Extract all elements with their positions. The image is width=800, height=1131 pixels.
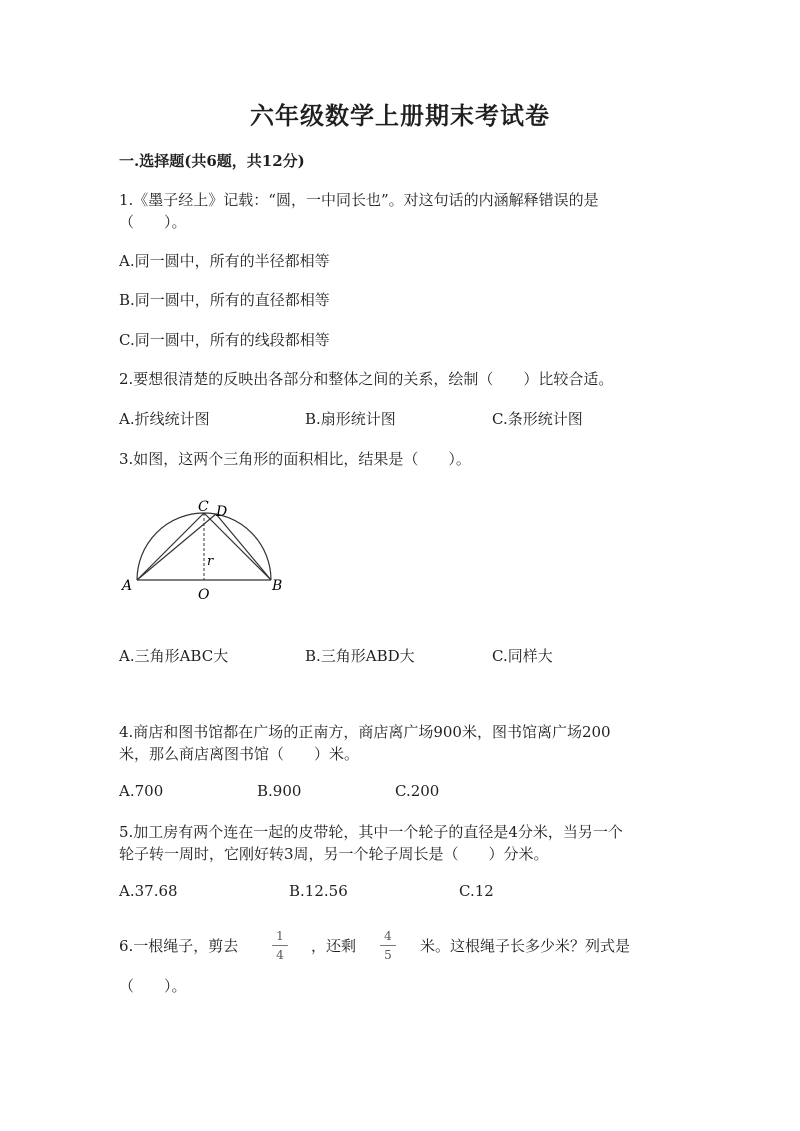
q4-option-b: B.900 [257, 782, 302, 800]
q2-text: 2.要想很清楚的反映出各部分和整体之间的关系，绘制（ ）比较合适。 [119, 370, 614, 388]
label-d: D [216, 504, 228, 520]
q4-text-line1: 4.商店和图书馆都在广场的正南方，商店离广场900米，图书馆离广场200 [119, 723, 611, 741]
q6-fraction-1-bar [272, 945, 288, 946]
q4-option-a: A.700 [119, 782, 164, 800]
label-a: A [122, 578, 133, 594]
q6-fraction-2-denominator: 5 [384, 948, 392, 962]
q3-text: 3.如图，这两个三角形的面积相比，结果是（ ）。 [119, 450, 471, 468]
q4-text-line2: 米，那么商店离图书馆（ ）米。 [119, 745, 360, 763]
q6-fraction-1 [270, 929, 290, 962]
q6-text-part1: 6.一根绳子，剪去 [119, 937, 239, 955]
q5-option-c: C.12 [459, 882, 494, 900]
q1-text-line2: （ ）。 [119, 213, 187, 231]
semicircle-figure [118, 495, 290, 605]
q1-option-c: C.同一圆中，所有的线段都相等 [119, 331, 330, 349]
q5-text-line2: 轮子转一周时，它刚好转3周，另一个轮子周长是（ ）分米。 [119, 845, 549, 863]
q3-option-a: A.三角形ABC大 [119, 647, 229, 665]
q3-option-c: C.同样大 [492, 647, 553, 665]
q1-text-line1: 1.《墨子经上》记载：“圆，一中同长也”。对这句话的内涵解释错误的是 [119, 191, 599, 209]
label-o: O [198, 587, 210, 603]
segment-cb [204, 513, 271, 580]
q6-fraction-2-bar [380, 945, 396, 946]
q5-text-line1: 5.加工房有两个连在一起的皮带轮，其中一个轮子的直径是4分米，当另一个 [119, 823, 623, 841]
q2-option-b: B.扇形统计图 [305, 410, 396, 428]
q1-option-a: A.同一圆中，所有的半径都相等 [119, 252, 330, 270]
section-heading: 一.选择题(共6题，共12分) [119, 152, 305, 170]
label-c: C [198, 499, 209, 515]
q3-option-b: B.三角形ABD大 [305, 647, 415, 665]
q5-option-b: B.12.56 [289, 882, 348, 900]
q6-fraction-2-numerator: 4 [384, 929, 392, 943]
page-title: 六年级数学上册期末考试卷 [250, 101, 550, 130]
label-b: B [272, 578, 283, 594]
q6-text-part3: 米。这根绳子长多少米？列式是 [420, 937, 631, 955]
q4-option-c: C.200 [395, 782, 440, 800]
q2-option-a: A.折线统计图 [119, 410, 210, 428]
segment-ac [137, 513, 204, 580]
q6-text-part2: ，还剩 [311, 937, 357, 955]
q6-text-line2: （ ）。 [119, 977, 187, 995]
q1-option-b: B.同一圆中，所有的直径都相等 [119, 291, 330, 309]
q6-fraction-1-denominator: 4 [276, 948, 284, 962]
q6-fraction-1-numerator: 1 [276, 929, 284, 943]
q5-option-a: A.37.68 [119, 882, 178, 900]
q2-option-c: C.条形统计图 [492, 410, 583, 428]
q6-fraction-2 [378, 929, 398, 962]
label-r: r [207, 554, 214, 569]
